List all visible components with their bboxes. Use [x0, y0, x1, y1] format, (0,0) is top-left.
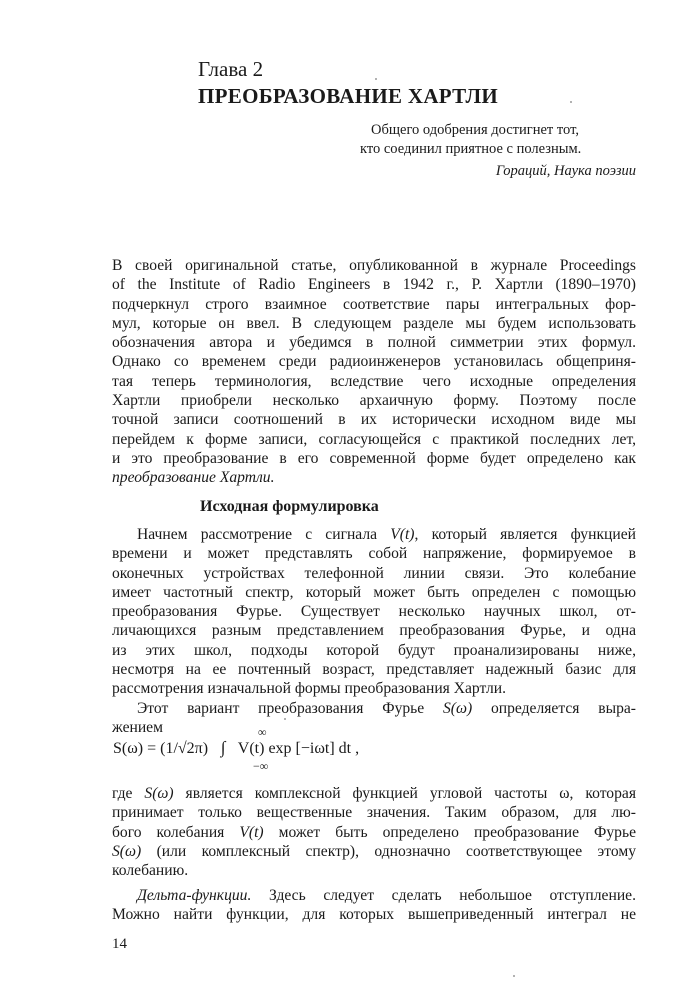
math-symbol: V(t) [390, 526, 415, 543]
text-line: Можно найти функции, для которых вышеприведенный интеграл не [112, 906, 636, 924]
text-line: и это преобразование в его современной форме будет определено как [112, 449, 636, 467]
text-line-italic [112, 468, 636, 487]
text-line [112, 842, 636, 861]
intro-paragraph [112, 256, 636, 488]
integral-upper-limit: ∞ [258, 725, 267, 739]
text-line: тая теперь терминология, вследствие чего исходные определения [112, 372, 636, 390]
math-symbol: S(ω) [144, 785, 174, 802]
text-line [112, 823, 636, 842]
text-line: имеет частотный спектр, который может быть определен с помощью [112, 583, 636, 601]
formula-lhs: S(ω) = (1/√2π) [113, 740, 213, 757]
text-line [112, 699, 636, 718]
text-line: перейдем к форме записи, согласующейся с практикой последних лет, [112, 430, 636, 448]
text-line: преобразования Фурье. Существует несколько научных школ, от- [112, 603, 636, 621]
text-span: Этот вариант преобразования Фурье [137, 699, 443, 717]
text-span: может быть определено преобразование Фурье [263, 823, 636, 841]
text-line: несмотря на ее почтенный возраст, представляет надежный базис для [112, 661, 636, 679]
text-line: оконечных устройствах телефонной линии связи. Это колебание [112, 564, 636, 582]
chapter-title: ПРЕОБРАЗОВАНИЕ ХАРТЛИ [198, 84, 499, 108]
text-line: личающихся разным представлением преобразования Фурье, и одна [112, 622, 636, 640]
text-line: of the Institute of Radio Engineers в 1942 г., Р. Хартли (1890–1970) [112, 276, 636, 294]
text-line: мул, которые он ввел. В следующем разделе мы будем использовать [112, 314, 636, 332]
paragraph-original-formulation [112, 525, 636, 737]
text-line: из этих школ, подходы которой будут проанализированы ниже, [112, 641, 636, 659]
math-symbol: V(t) [239, 823, 264, 841]
text-line: подчеркнул строго взаимное соответствие пары интегральных фор- [112, 295, 636, 313]
text-span: (или комплексный спектр), однозначно соответствующее этому [141, 842, 636, 860]
integral-sign: ∫ [220, 738, 226, 757]
text-line: рассмотрения изначальной формы преобразования Хартли. [112, 680, 506, 698]
paragraph-spectrum [112, 784, 636, 880]
text-line: колебанию. [112, 862, 189, 880]
math-symbol: S(ω) [112, 842, 142, 860]
text-span: где [112, 785, 145, 802]
text-line: принимает только вещественные значения. Таким образом, для лю- [112, 804, 636, 822]
epigraph [360, 121, 636, 181]
chapter-label: Глава 2 [198, 57, 264, 81]
scan-speck [284, 718, 286, 720]
scan-speck [375, 78, 377, 80]
text-span: Здесь следует сделать небольшое отступление. [251, 887, 636, 904]
text-span: , который является функцией [414, 526, 636, 543]
text-line: Хартли приобрели несколько архаичную форму. Поэтому после [112, 392, 636, 410]
epigraph-line: кто соединил приятное с полезным. [360, 141, 582, 157]
text-line: В своей оригинальной статье, опубликованной в журнале Proceedings [112, 257, 636, 274]
scan-speck [513, 975, 515, 977]
text-line: жением [112, 718, 163, 736]
scan-speck [570, 101, 572, 103]
epigraph-source: Гораций, Наука поэзии [495, 163, 636, 179]
text-line [112, 886, 636, 905]
text-span: Начнем рассмотрение с сигнала [137, 526, 391, 543]
text-line: обозначения автора и убедимся в полной симметрии этих формул. [112, 334, 636, 352]
formula-rhs: V(t) exp [−iωt] dt , [234, 740, 360, 757]
text-line: точной записи соотношений в их исторически исходном виде мы [112, 411, 636, 429]
text-line [112, 784, 636, 803]
page-number: 14 [112, 936, 127, 952]
text-line [112, 525, 636, 544]
term-italic: Дельта-функции. [137, 887, 252, 904]
epigraph-line: Общего одобрения достигнет тот, [371, 122, 579, 138]
fourier-formula [113, 725, 513, 775]
text-span: является комплексной функцией угловой частоты ω, которая [173, 785, 636, 802]
text-span: бого колебания [112, 823, 240, 841]
paragraph-delta-functions [112, 886, 636, 925]
text-line: времени и может представлять собой напряжение, формируемое в [112, 545, 636, 563]
math-symbol: S(ω) [442, 699, 473, 717]
integral-lower-limit: −∞ [253, 759, 269, 773]
section-heading: Исходная формулировка [200, 498, 379, 515]
formula-main [113, 738, 359, 758]
term-italic: преобразование Хартли. [112, 469, 275, 487]
text-line: Однако со временем среди радиоинженеров установилась общеприня- [112, 353, 636, 371]
text-span: определяется выра- [472, 699, 636, 717]
